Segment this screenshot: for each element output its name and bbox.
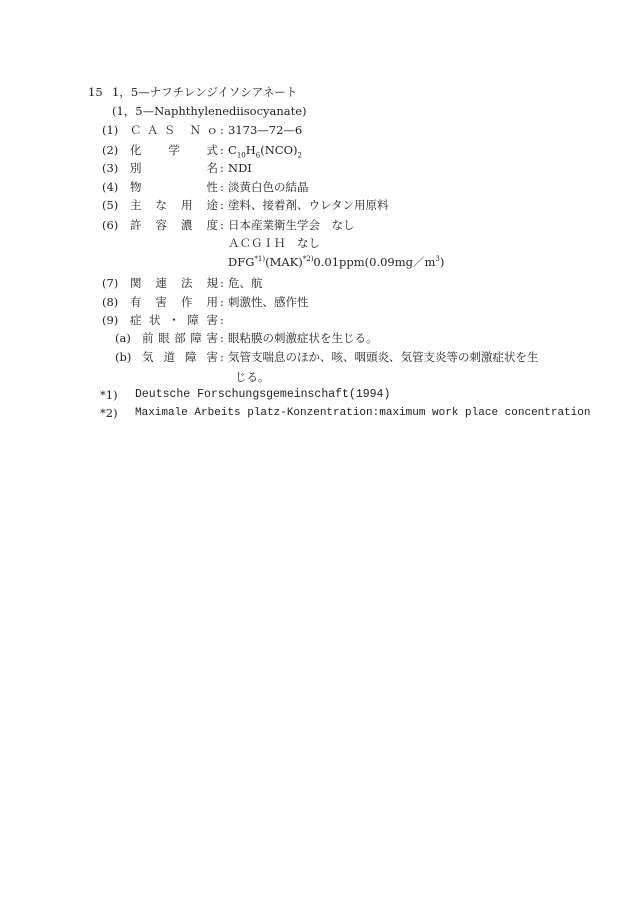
item-number: (8) bbox=[102, 295, 119, 309]
acgih-value: ＡＣＧＩＨ なし bbox=[228, 236, 320, 250]
mak-text: (MAK) bbox=[265, 255, 303, 269]
item-number: (1) bbox=[102, 123, 119, 137]
section-subtitle: (1，5—Naphthylenediisocyanate) bbox=[112, 104, 307, 118]
footnote-2-mark: *2) bbox=[100, 406, 118, 420]
formula-sub: 6 bbox=[255, 151, 261, 160]
item-label: 化学式 bbox=[130, 143, 218, 157]
item-label: 物性 bbox=[130, 180, 218, 194]
item-colon: : bbox=[220, 198, 224, 212]
formula-c: C bbox=[228, 143, 237, 157]
formula-sub: 2 bbox=[297, 151, 302, 160]
item-number: (4) bbox=[102, 180, 119, 194]
item-value bbox=[228, 143, 302, 160]
item-label: 有害作用 bbox=[130, 295, 218, 309]
item-label: 主な用途 bbox=[130, 198, 218, 212]
subitem-value: 眼粘膜の刺激症状を生じる。 bbox=[228, 331, 378, 345]
item-colon: : bbox=[220, 218, 224, 232]
section-title: 1，5—ナフチレンジイソシアネート bbox=[112, 85, 298, 99]
item-number: (5) bbox=[102, 198, 119, 212]
footnote-ref-1: *1) bbox=[254, 255, 266, 264]
dfg-value bbox=[228, 255, 444, 269]
item-number: (6) bbox=[102, 218, 119, 232]
subitem-colon: : bbox=[220, 331, 224, 345]
item-colon: : bbox=[220, 295, 224, 309]
unit-exponent: 3 bbox=[435, 255, 440, 264]
item-label: 別名 bbox=[130, 161, 218, 175]
subitem-number: (a) bbox=[115, 331, 131, 345]
dfg-limit: 0.01ppm(0.09mg／m bbox=[313, 255, 436, 269]
item-value: 日本産業衛生学会 なし bbox=[228, 218, 355, 232]
footnote-1-text: Deutsche Forschungsgemeinschaft(1994) bbox=[135, 388, 391, 401]
subitem-value: 気管支喘息のほか、咳、咽頭炎、気管支炎等の刺激症状を生 bbox=[228, 350, 539, 364]
item-colon: : bbox=[220, 180, 224, 194]
formula-h: H bbox=[245, 143, 256, 157]
item-colon: : bbox=[220, 143, 224, 157]
subitem-b-continuation: じる。 bbox=[235, 370, 270, 384]
item-value: 刺激性、感作性 bbox=[228, 295, 309, 309]
item-value: NDI bbox=[228, 161, 252, 175]
item-colon: : bbox=[220, 123, 224, 137]
item-colon: : bbox=[220, 276, 224, 290]
item-label: 関連法規 bbox=[130, 276, 218, 290]
footnote-ref-2: *2) bbox=[302, 255, 314, 264]
footnote-2-text: Maximale Arbeits platz-Konzentration:maximum work place concentration bbox=[135, 407, 591, 419]
item-number: (2) bbox=[102, 143, 119, 157]
item-label: ＣＡＳ Ｎｏ bbox=[130, 123, 218, 137]
formula-nco: (NCO) bbox=[260, 143, 298, 157]
subitem-label: 前眼部障害 bbox=[142, 331, 218, 345]
dfg-text: DFG bbox=[228, 255, 255, 269]
formula-sub: 10 bbox=[236, 151, 246, 160]
item-number: (7) bbox=[102, 276, 119, 290]
item-number: (3) bbox=[102, 161, 119, 175]
item-value: 淡黄白色の結晶 bbox=[228, 180, 309, 194]
item-colon: : bbox=[220, 161, 224, 175]
dfg-close: ) bbox=[439, 255, 445, 269]
subitem-colon: : bbox=[220, 350, 224, 364]
item-label: 許容濃度 bbox=[130, 218, 218, 232]
item-value: 3173—72—6 bbox=[228, 123, 303, 137]
item-value: 塗料、接着剤、ウレタン用原料 bbox=[228, 198, 389, 212]
item-label: 症状・障害 bbox=[130, 313, 218, 327]
subitem-label: 気道障害 bbox=[142, 350, 218, 364]
item-value: 危、航 bbox=[228, 276, 263, 290]
section-number: 15 bbox=[88, 85, 103, 99]
item-number: (9) bbox=[102, 313, 119, 327]
subitem-number: (b) bbox=[115, 350, 132, 364]
item-colon: : bbox=[220, 313, 224, 327]
footnote-1-mark: *1) bbox=[100, 388, 118, 402]
